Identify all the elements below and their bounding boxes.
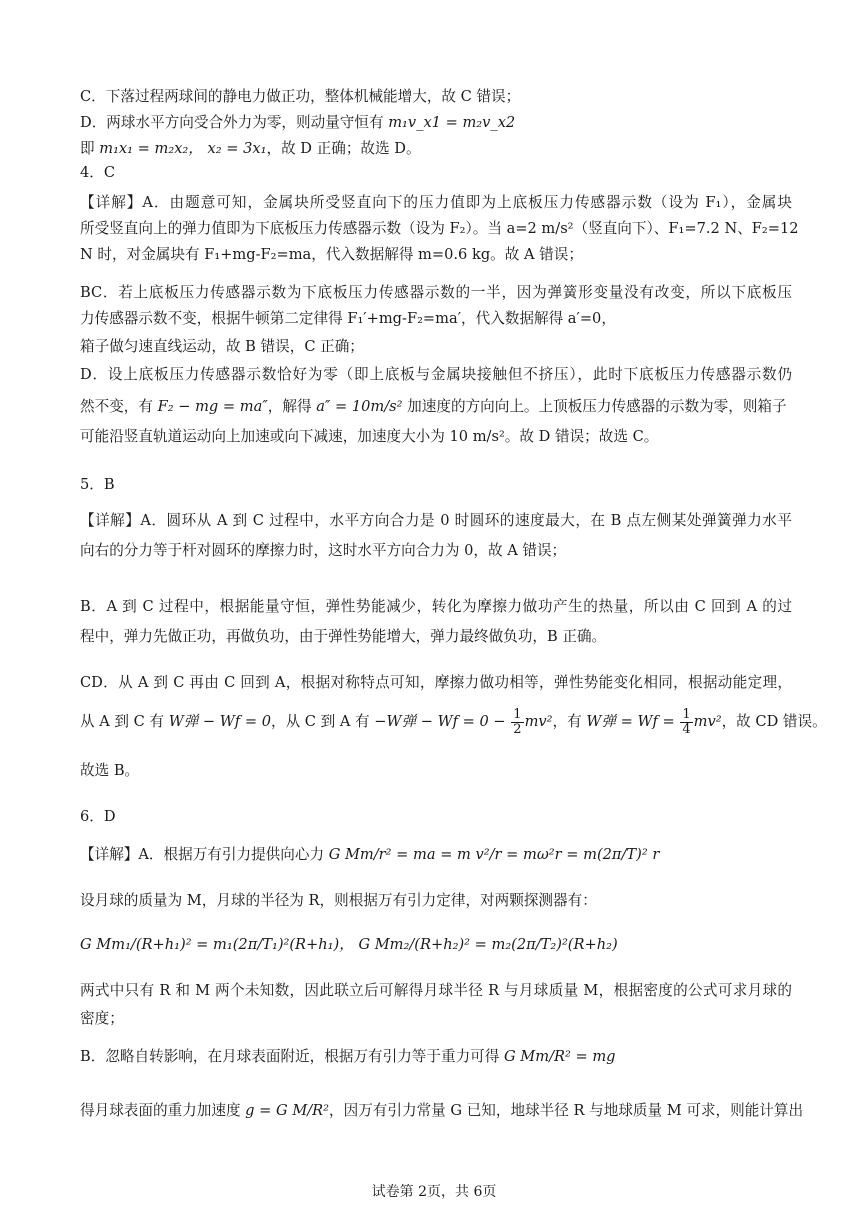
text-line: 两式中只有 R 和 M 两个未知数，因此联立后可解得月球半径 R 与月球质量 M，根据密度的公式可求月球的 xyxy=(80,982,792,999)
formula: mv² xyxy=(524,713,553,730)
text-span: ，因万有引力常量 G 已知，地球半径 R 与地球质量 M 可求，则能计算出 xyxy=(329,1102,804,1119)
fraction xyxy=(680,708,692,737)
text-line: 密度； xyxy=(80,1010,124,1027)
formula: m₁x₁ = m₂x₂， x₂ = 3x₁ xyxy=(99,140,267,157)
text-span: 即 xyxy=(80,140,100,157)
text-line: 力传感器示数不变，根据牛顿第二定律得 F₁′+mg-F₂=ma′，代入数据解得 a′=0， xyxy=(80,310,616,327)
text-span: ，从 C 到 A 有 xyxy=(270,713,375,730)
text-span: 【详解】A．根据万有引力提供向心力 xyxy=(80,846,329,863)
text-line: 【详解】A．圆环从 A 到 C 过程中，水平方向合力是 0 时圆环的速度最大，在 B 点左侧某处弹簧弹力水平 xyxy=(80,512,792,529)
fraction-denominator: 2 xyxy=(513,721,522,737)
formula: mv² xyxy=(693,713,722,730)
text-line: D．设上底板压力传感器示数恰好为零（即上底板与金属块接触但不挤压），此时下底板压力传感器示数仍 xyxy=(80,366,792,383)
formula: m₁v_x1 = m₂v_x2 xyxy=(388,114,516,131)
formula: F₂ − mg = ma″ xyxy=(157,398,268,415)
question-heading: 5．B xyxy=(80,476,115,493)
formula: −W弹 − Wf = 0 − xyxy=(374,713,511,730)
text-line xyxy=(80,396,792,418)
formula: G Mm/R² = mg xyxy=(504,1048,616,1065)
text-line: 【详解】A．由题意可知，金属块所受竖直向下的压力值即为上底板压力传感器示数（设为 F₁），金属块 xyxy=(80,194,792,211)
text-line: 向右的分力等于杆对圆环的摩擦力时，这时水平方向合力为 0，故 A 错误； xyxy=(80,542,567,559)
text-line: CD．从 A 到 C 再由 C 回到 A，根据对称特点可知，摩擦力做功相等，弹性势能变化相同，根据动能定理， xyxy=(80,674,792,691)
page-footer: 试卷第 2页，共 6页 xyxy=(371,1184,497,1200)
text-line xyxy=(80,112,792,134)
text-line: 箱子做匀速直线运动，故 B 错误，C 正确； xyxy=(80,338,364,355)
text-line xyxy=(80,844,792,866)
text-line xyxy=(80,1046,792,1068)
text-span: ，故 D 正确；故选 D。 xyxy=(266,140,421,157)
formula: G Mm₁/(R+h₁)² = m₁(2π/T₁)²(R+h₁)， G Mm₂/(R+h₂)² = m₂(2π/T₂)²(R+h₂) xyxy=(80,936,618,953)
formula: W弹 = Wf = xyxy=(586,713,680,730)
text-span: B．忽略自转影响，在月球表面附近，根据万有引力等于重力可得 xyxy=(80,1048,504,1065)
text-line: C．下落过程两球间的静电力做正功，整体机械能增大，故 C 错误； xyxy=(80,88,521,105)
formula: a″ = 10m/s² xyxy=(316,398,403,415)
text-line: BC．若上底板压力传感器示数为下底板压力传感器示数的一半，因为弹簧形变量没有改变，所以下底板压 xyxy=(80,284,792,301)
text-span: 得月球表面的重力加速度 xyxy=(80,1102,246,1119)
fraction xyxy=(511,708,523,737)
question-heading: 6．D xyxy=(80,808,116,825)
fraction-numerator: 1 xyxy=(513,706,522,722)
fraction-denominator: 4 xyxy=(682,721,691,737)
text-span: ，解得 xyxy=(267,398,317,415)
text-line: 程中，弹力先做正功，再做负功，由于弹性势能增大，弹力最终做负功，B 正确。 xyxy=(80,628,607,645)
question-heading: 4．C xyxy=(80,164,116,181)
text-line: N 时，对金属块有 F₁+mg-F₂=ma，代入数据解得 m=0.6 kg。故 A 错误； xyxy=(80,246,583,263)
text-span: 加速度的方向向上。上顶板压力传感器的示数为零，则箱子 xyxy=(402,398,787,415)
text-span: D．两球水平方向受合外力为零，则动量守恒有 xyxy=(80,114,389,131)
text-line xyxy=(80,934,792,956)
text-line xyxy=(80,704,827,744)
formula: g = G M/R² xyxy=(245,1102,330,1119)
text-line xyxy=(80,138,792,160)
text-span: 然不变，有 xyxy=(80,398,158,415)
formula: G Mm/r² = ma = m v²/r = mω²r = m(2π/T)² r xyxy=(328,846,660,863)
text-span: ，故 CD 错误。 xyxy=(721,713,827,730)
text-line: 可能沿竖直轨道运动向上加速或向下减速，加速度大小为 10 m/s²。故 D 错误；故选 C。 xyxy=(80,428,659,445)
formula: W弹 − Wf = 0 xyxy=(168,713,271,730)
text-span: 从 A 到 C 有 xyxy=(80,713,169,730)
text-line: B．A 到 C 过程中，根据能量守恒，弹性势能减少，转化为摩擦力做功产生的热量，所以由 C 回到 A 的过 xyxy=(80,598,792,615)
fraction-numerator: 1 xyxy=(682,706,691,722)
text-line: 故选 B。 xyxy=(80,762,140,779)
text-span: ，有 xyxy=(552,713,587,730)
text-line: 设月球的质量为 M，月球的半径为 R，则根据万有引力定律，对两颗探测器有： xyxy=(80,892,597,909)
text-line xyxy=(80,1100,804,1122)
text-line: 所受竖直向上的弹力值即为下底板压力传感器示数（设为 F₂）。当 a=2 m/s²（竖直向下）、F₁=7.2 N、F₂=12 xyxy=(80,220,799,237)
